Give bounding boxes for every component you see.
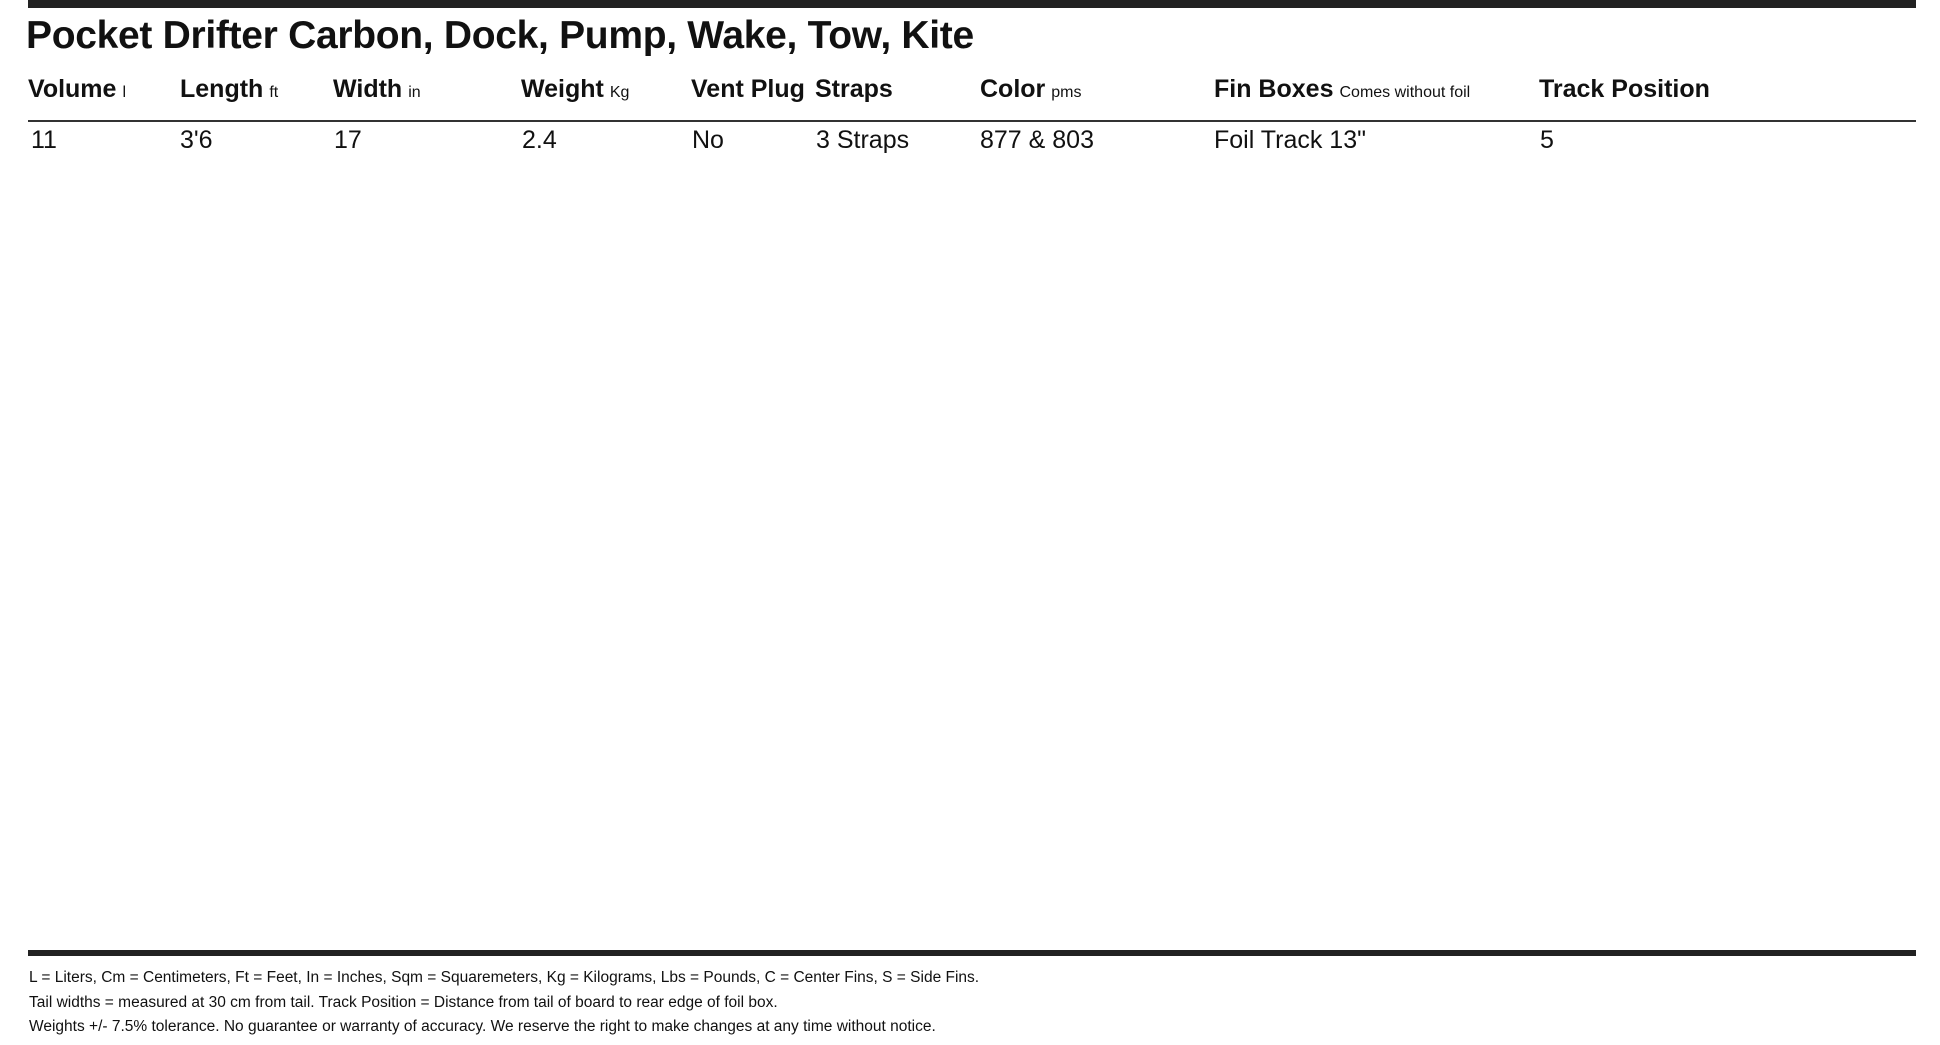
cell-width: 17 [334, 126, 362, 154]
column-unit: in [408, 84, 421, 101]
cell-length: 3'6 [180, 126, 213, 154]
cell-straps: 3 Straps [816, 126, 910, 154]
column-unit: ft [269, 84, 279, 101]
column-label: Weight [521, 75, 604, 103]
footnote-abbreviations: L = Liters, Cm = Centimeters, Ft = Feet, In = Inches, Sqm = Squaremeters, Kg = Kilograms, Lbs = Pounds, C = Center Fins, S = Side Fins. [29, 969, 980, 986]
column-label: Volume [28, 75, 117, 103]
column-label: Length [180, 75, 264, 103]
column-label: Track Position [1539, 75, 1710, 103]
column-label: Fin Boxes [1214, 75, 1334, 103]
column-unit: Kg [609, 84, 630, 101]
table-row [0, 126, 1940, 166]
column-header-track-position [1539, 75, 1710, 104]
column-header-weight [521, 75, 629, 104]
column-label: Straps [815, 75, 893, 103]
page-title: Pocket Drifter Carbon, Dock, Pump, Wake, Tow, Kite [26, 14, 974, 57]
column-label: Color [980, 75, 1046, 103]
footnotes [29, 966, 979, 1040]
cell-track-position: 5 [1540, 126, 1554, 154]
cell-weight: 2.4 [522, 126, 557, 154]
spec-table-header [0, 75, 1940, 115]
column-header-vent-plug [691, 75, 805, 104]
column-label: Width [333, 75, 403, 103]
column-header-width [333, 75, 421, 104]
column-unit: l [122, 84, 127, 101]
footnote-disclaimer: Weights +/- 7.5% tolerance. No guarantee or warranty of accuracy. We reserve the right to make changes at any time without notice. [29, 1018, 936, 1035]
column-header-length [180, 75, 278, 104]
top-rule [28, 0, 1916, 8]
column-header-fin-boxes [1214, 75, 1470, 104]
column-header-color [980, 75, 1082, 104]
column-unit: pms [1051, 84, 1082, 101]
cell-vent-plug: No [692, 126, 724, 154]
column-header-volume [28, 75, 126, 104]
column-header-straps [815, 75, 893, 104]
cell-volume: 11 [31, 126, 57, 154]
footer-rule [28, 950, 1916, 956]
column-unit: Comes without foil [1339, 84, 1471, 101]
cell-fin-boxes: Foil Track 13" [1214, 126, 1366, 154]
footnote-measurements: Tail widths = measured at 30 cm from tail. Track Position = Distance from tail of board to rear edge of foil box. [29, 993, 778, 1011]
column-label: Vent Plug [691, 75, 805, 103]
cell-color: 877 & 803 [980, 126, 1094, 154]
header-divider [28, 120, 1916, 122]
